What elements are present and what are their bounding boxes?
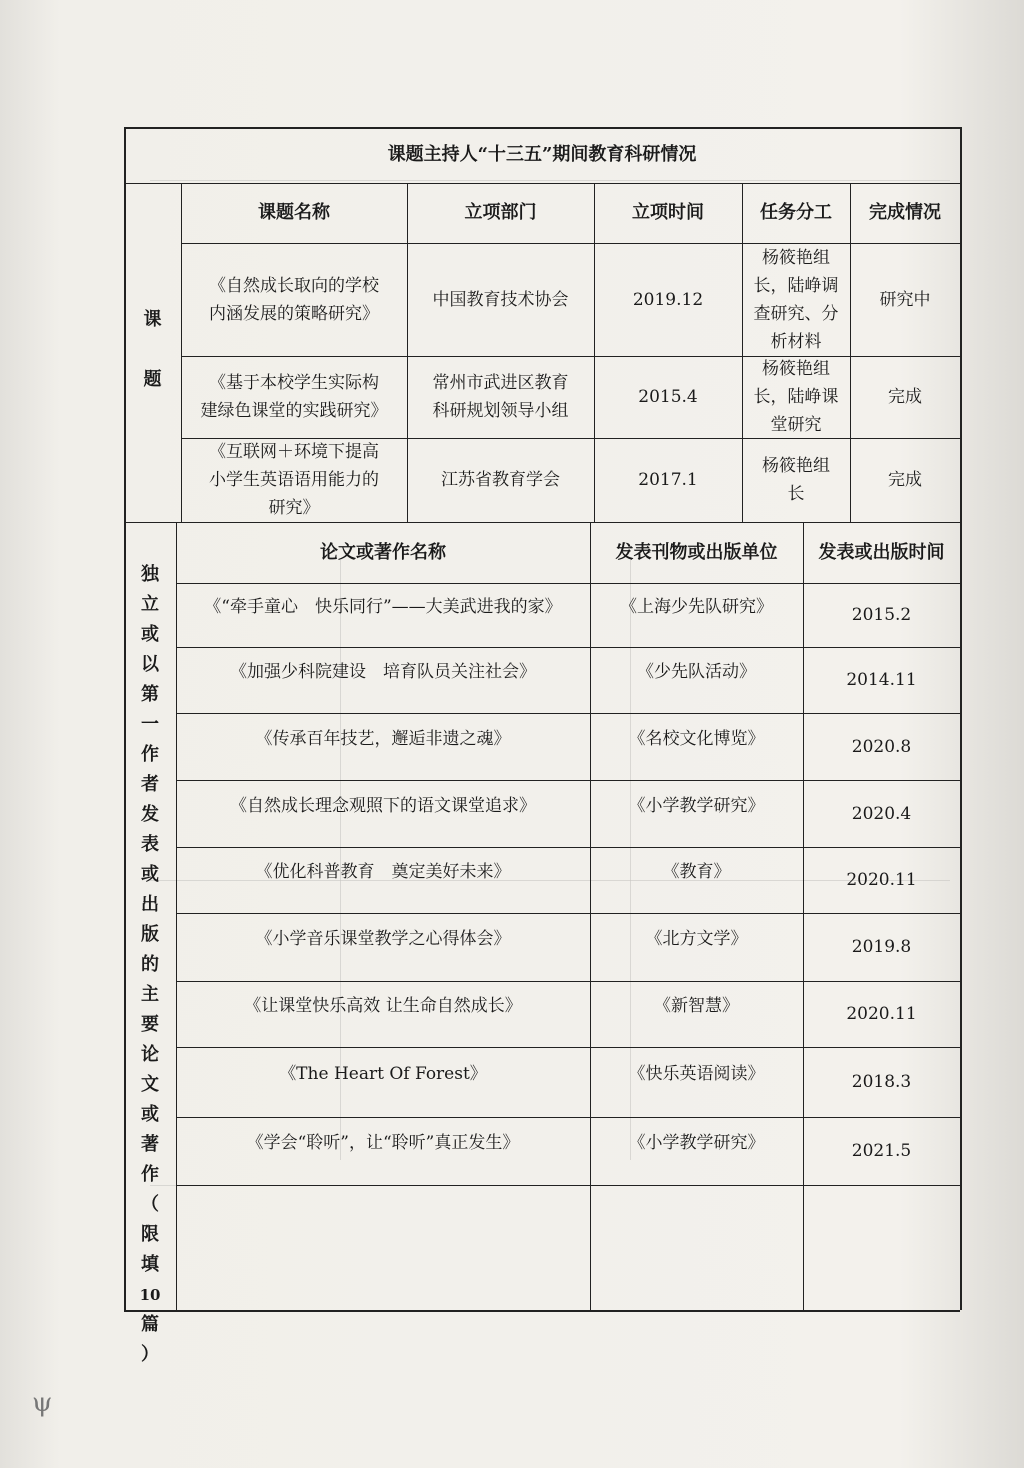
paper-publisher: 《小学教学研究》 <box>628 1133 765 1153</box>
paper-publisher: 《快乐英语阅读》 <box>628 1064 765 1084</box>
projects-section-label: 课 题 <box>143 309 162 390</box>
project-status: 完成 <box>888 470 922 490</box>
paper-publisher <box>590 1177 803 1302</box>
paper-publisher: 《名校文化博览》 <box>628 728 765 749</box>
paper-date: 2014.11 <box>846 670 917 690</box>
project-date: 2015.4 <box>638 387 698 407</box>
paper-publisher: 《小学教学研究》 <box>628 795 765 816</box>
paper-date: 2020.11 <box>846 870 917 890</box>
pencil-mark: ψ <box>32 1388 53 1418</box>
paper-name: 《小学音乐课堂教学之心得体会》 <box>255 929 511 949</box>
table-border-right <box>960 127 962 1310</box>
project-name: 《互联网＋环境下提高 小学生英语语用能力的 研究》 <box>209 442 379 518</box>
paper-header-1: 论文或著作名称 <box>320 541 446 563</box>
project-department: 江苏省教育学会 <box>441 470 560 490</box>
paper-name: 《优化科普教育 奠定美好未来》 <box>255 862 511 882</box>
paper-name: 《让课堂快乐高效 让生命自然成长》 <box>244 996 522 1016</box>
paper-name: 《“牵手童心 快乐同行”——大美武进我的家》 <box>204 597 562 617</box>
paper-name <box>176 1177 590 1302</box>
project-role: 杨筱艳组 长 <box>762 456 830 504</box>
paper-name: 《The Heart Of Forest》 <box>279 1064 487 1084</box>
page-title: 课题主持人“十三五”期间教育科研情况 <box>387 144 697 165</box>
project-date: 2017.1 <box>638 470 698 490</box>
paper-publisher: 《北方文学》 <box>645 929 748 949</box>
paper-header-3: 发表或出版时间 <box>818 541 945 563</box>
paper-date: 2019.8 <box>851 937 912 957</box>
paper-publisher: 《少先队活动》 <box>637 662 756 682</box>
paper-date: 2015.2 <box>851 605 912 625</box>
project-name: 《基于本校学生实际构 建绿色课堂的实践研究》 <box>200 373 388 421</box>
project-department: 常州市武进区教育 科研规划领导小组 <box>432 373 569 421</box>
project-role: 杨筱艳组 长，陆峥调 查研究、分 析材料 <box>753 247 839 352</box>
paper-header-2: 发表刊物或出版单位 <box>615 541 778 563</box>
table-border-bottom <box>124 1310 960 1312</box>
project-header-1: 课题名称 <box>258 202 330 223</box>
paper-name: 《传承百年技艺，邂逅非遗之魂》 <box>255 728 511 749</box>
project-name: 《自然成长取向的学校 内涵发展的策略研究》 <box>209 275 379 324</box>
project-header-5: 完成情况 <box>869 202 941 223</box>
project-header-4: 任务分工 <box>760 202 832 223</box>
project-status: 完成 <box>888 387 922 407</box>
paper-publisher: 《上海少先队研究》 <box>620 597 773 617</box>
project-department: 中国教育技术协会 <box>432 289 569 310</box>
project-header-3: 立项时间 <box>632 202 704 223</box>
paper-date: 2020.11 <box>846 1004 917 1024</box>
paper-publisher: 《教育》 <box>662 862 731 882</box>
paper-name: 《学会“聆听”，让“聆听”真正发生》 <box>246 1133 520 1153</box>
papers-section-label: 独 立 或 以 第 一 作 者 发 表 或 出 版 的 主 要 论 文 或 著 作 （ 限 填 10 篇 ） <box>139 564 161 1365</box>
paper-date: 2021.5 <box>851 1141 912 1161</box>
project-role: 杨筱艳组 长，陆峥课 堂研究 <box>753 359 839 435</box>
paper-name: 《加强少科院建设 培育队员关注社会》 <box>230 662 536 682</box>
project-date: 2019.12 <box>632 289 704 310</box>
paper-date: 2018.3 <box>851 1072 912 1092</box>
paper-date <box>803 1185 960 1310</box>
project-status: 研究中 <box>879 289 931 310</box>
paper-date: 2020.4 <box>851 803 912 824</box>
paper-publisher: 《新智慧》 <box>654 996 739 1016</box>
paper-date: 2020.8 <box>851 736 912 757</box>
project-header-2: 立项部门 <box>464 202 537 223</box>
paper-name: 《自然成长理念观照下的语文课堂追求》 <box>230 795 536 816</box>
